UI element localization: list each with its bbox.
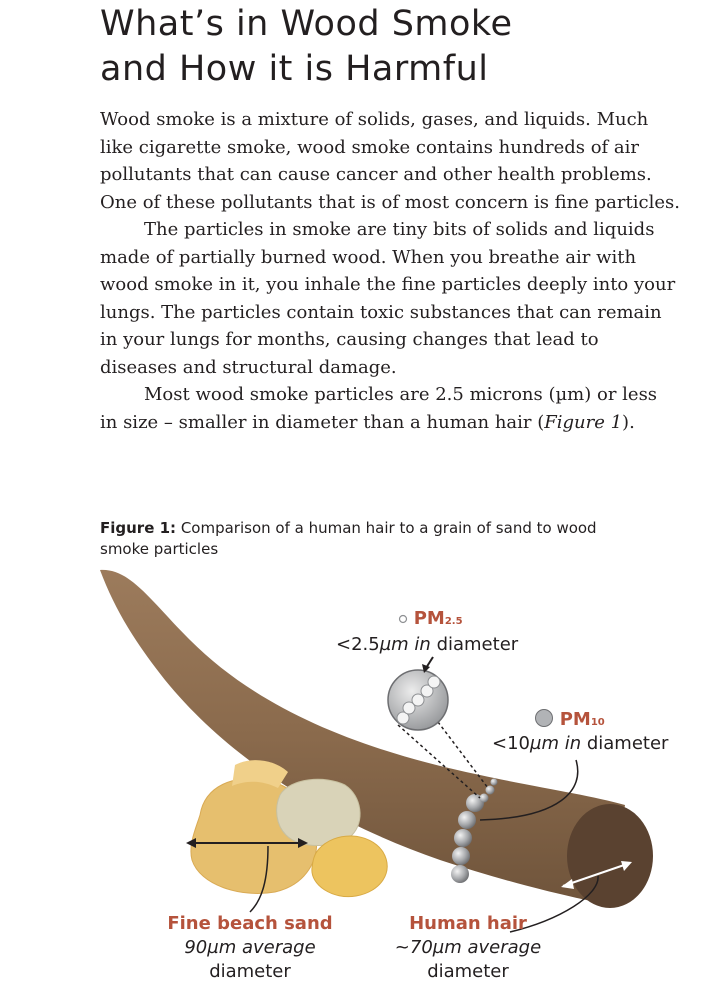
hair-label-head: Human hair bbox=[409, 913, 527, 934]
paragraph-2: The particles in smoke are tiny bits of solids and liquids made of partially burned wood. When you breathe air with wood smoke in it, you inhale the fine particles deeply into your lungs. The particles contain toxic substances that can remain in your lungs for months, causing changes that lead to diseases and structural damage. bbox=[100, 219, 676, 378]
pm10-head: PM10 bbox=[559, 709, 605, 730]
figure-caption bbox=[100, 518, 620, 560]
hair-sand-particles-svg bbox=[0, 560, 718, 1000]
paragraph-3 bbox=[100, 381, 680, 436]
hair-label-size: ~70µm average bbox=[394, 937, 542, 958]
sand-label-head: Fine beach sand bbox=[167, 913, 333, 934]
figure-illustration bbox=[0, 560, 718, 1005]
pm25-dot-icon bbox=[398, 614, 408, 624]
pm25-size-label: <2.5µm in diameter bbox=[336, 634, 519, 655]
title-line-2: and How it is Harmful bbox=[100, 49, 489, 89]
pm10-particle bbox=[454, 829, 472, 847]
title-line-1: What’s in Wood Smoke bbox=[100, 4, 513, 44]
sand-grain-3 bbox=[312, 836, 387, 897]
pm10-size-label: <10µm in diameter bbox=[492, 733, 669, 754]
pm10-particle bbox=[458, 811, 476, 829]
pm25-head: PM2.5 bbox=[413, 608, 463, 629]
pm25-particle bbox=[486, 786, 495, 795]
hair-label bbox=[378, 912, 558, 984]
paragraph-3-text: Most wood smoke particles are 2.5 microns (µm) or less in size – smaller in diameter than a human hair ( bbox=[100, 384, 658, 433]
body-text bbox=[100, 106, 680, 436]
pm25-particle bbox=[491, 779, 498, 786]
sand-label-diameter: diameter bbox=[209, 961, 291, 982]
pm10-particle bbox=[451, 865, 469, 883]
pm10-particle bbox=[452, 847, 470, 865]
figure-caption-text: Comparison of a human hair to a grain of sand to wood smoke particles bbox=[100, 519, 597, 558]
hair-label-diameter: diameter bbox=[427, 961, 509, 982]
figure-reference: Figure 1 bbox=[544, 411, 623, 433]
pm25-label bbox=[398, 608, 463, 629]
sand-label-size: 90µm average bbox=[184, 937, 316, 958]
page-title bbox=[100, 2, 700, 92]
hair-cross-section bbox=[567, 804, 653, 908]
pm10-dot-icon bbox=[534, 708, 554, 728]
pm10-label bbox=[534, 708, 605, 730]
paragraph-3-end: ). bbox=[622, 411, 635, 433]
sand-label bbox=[150, 912, 350, 984]
pm25-particle bbox=[480, 794, 489, 803]
figure-caption-label: Figure 1: bbox=[100, 519, 177, 537]
paragraph-1: Wood smoke is a mixture of solids, gases, and liquids. Much like cigarette smoke, wood smoke contains hundreds of air pollutants that can cause cancer and other health problems. One of these pollutants that is of most concern is fine particles. bbox=[100, 109, 680, 213]
